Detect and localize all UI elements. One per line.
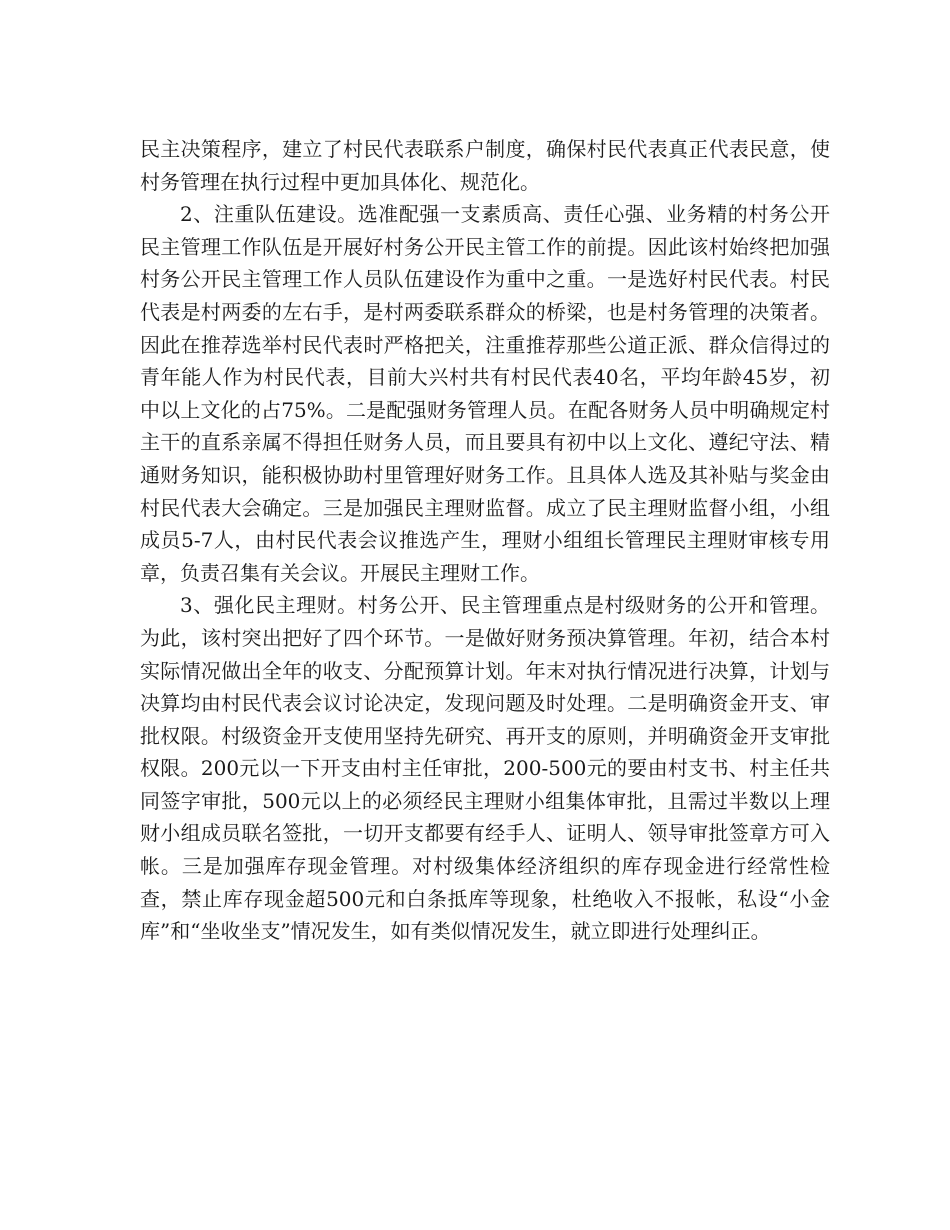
document-body (140, 133, 830, 948)
paragraph-team-building: 2、注重队伍建设。选准配强一支素质高、责任心强、业务精的村务公开民主管理工作队伍是开展好村务公开民主管工作的前提。因此该村始终把加强村务公开民主管理工作人员队伍建设作为重中之重。一是选好村民代表。村民代表是村两委的左右手，是村两委联系群众的桥梁，也是村务管理的决策者。因此在推荐选举村民代表时严格把关，注重推荐那些公道正派、群众信得过的青年能人作为村民代表，目前大兴村共有村民代表40名，平均年龄45岁，初中以上文化的占75%。二是配强财务管理人员。在配各财务人员中明确规定村主干的直系亲属不得担任财务人员，而且要具有初中以上文化、遵纪守法、精通财务知识，能积极协助村里管理好财务工作。且具体人选及其补贴与奖金由村民代表大会确定。三是加强民主理财监督。成立了民主理财监督小组，小组成员5-7人，由村民代表会议推选产生，理财小组组长管理民主理财审核专用章，负责召集有关会议。开展民主理财工作。 (140, 202, 830, 585)
paragraph-continuation: 民主决策程序，建立了村民代表联系户制度，确保村民代表真正代表民意，使村务管理在执行过程中更加具体化、规范化。 (140, 137, 830, 194)
paragraph-democratic-finance: 3、强化民主理财。村务公开、民主管理重点是村级财务的公开和管理。为此，该村突出把好了四个环节。一是做好财务预决算管理。年初，结合本村实际情况做出全年的收支、分配预算计划。年末对执行情况进行决算，计划与决算均由村民代表会议讨论决定，发现问题及时处理。二是明确资金开支、审批权限。村级资金开支使用坚持先研究、再开支的原则，并明确资金开支审批权限。200元以一下开支由村主任审批，200-500元的要由村支书、村主任共同签字审批，500元以上的必须经民主理财小组集体审批，且需过半数以上理财小组成员联名签批，一切开支都要有经手人、证明人、领导审批签章方可入帐。三是加强库存现金管理。对村级集体经济组织的库存现金进行经常性检查，禁止库存现金超500元和白条抵库等现象，杜绝收入不报帐，私设“小金库”和“坐收坐支”情况发生，如有类似情况发生，就立即进行处理纠正。 (140, 593, 830, 944)
